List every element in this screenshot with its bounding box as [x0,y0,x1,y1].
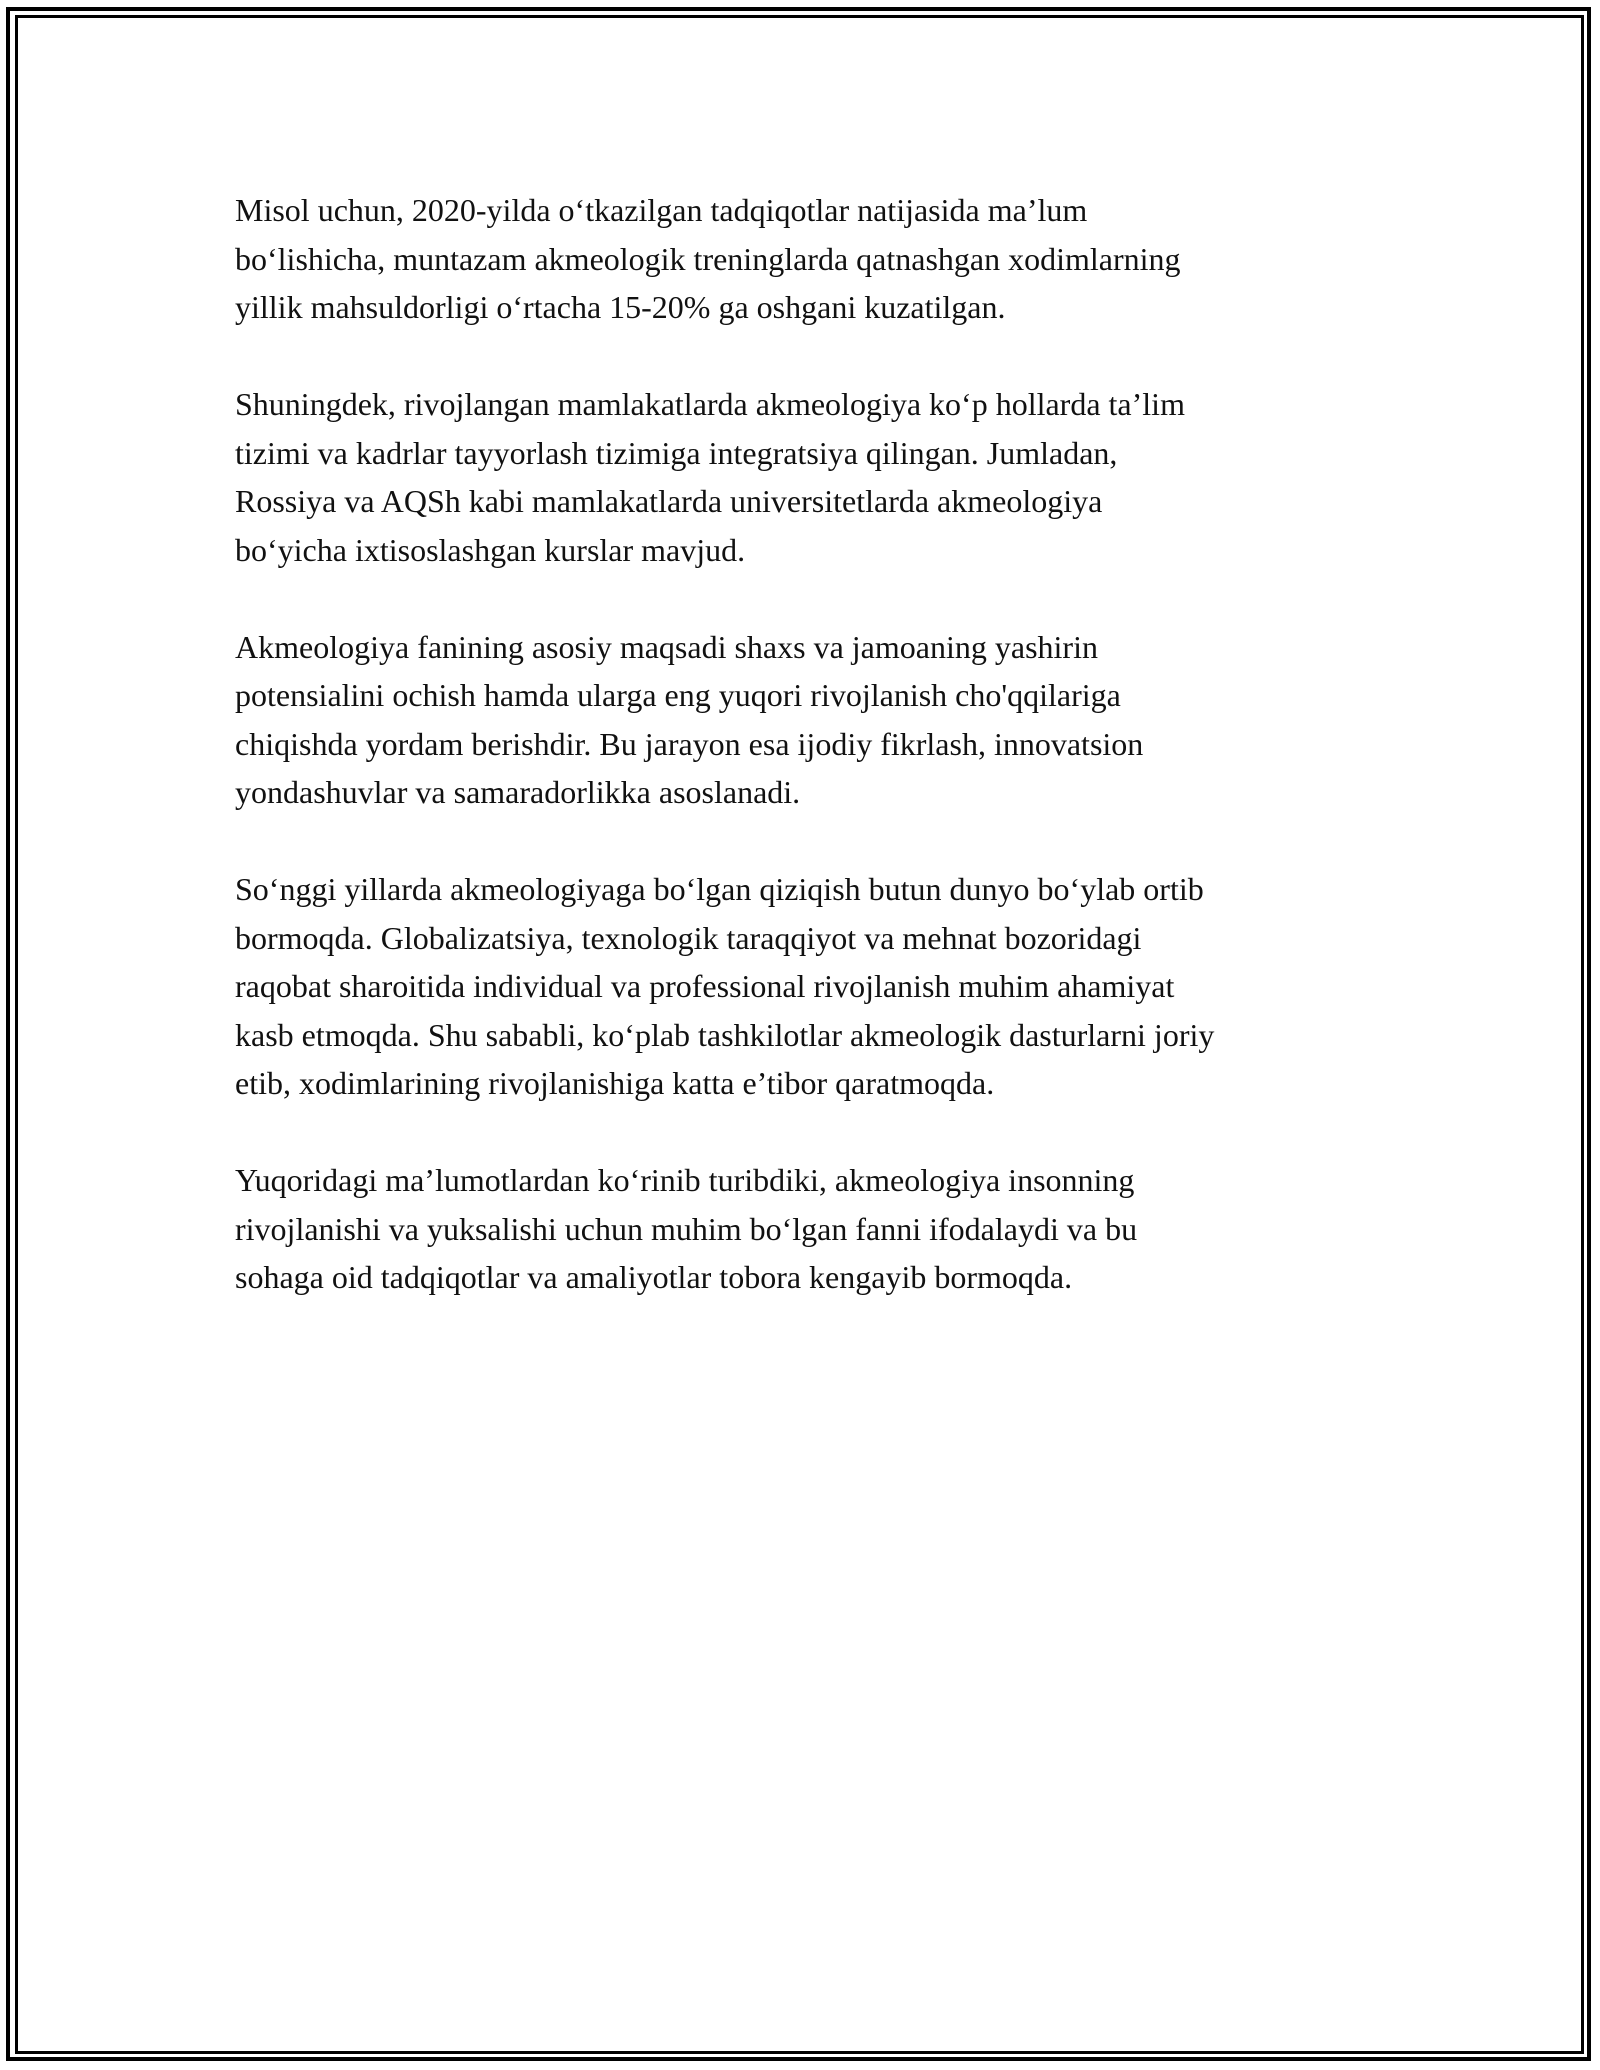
text-line: kasb etmoqda. Shu sababli, ko‘plab tashkilotlar akmeologik dasturlarni joriy [235,1016,1215,1053]
paragraph-5 [235,1156,1375,1302]
text-line: chiqishda yordam berishdir. Bu jarayon esa ijodiy fikrlash, innovatsion [235,725,1144,762]
text-line: yillik mahsuldorligi o‘rtacha 15-20% ga oshgani kuzatilgan. [235,289,1006,325]
text-line: potensialini ochish hamda ularga eng yuqori rivojlanish cho'qqilariga [235,677,1121,713]
text-line: tizimi va kadrlar tayyorlash tizimiga integratsiya qilingan. Jumladan, [235,434,1118,471]
text-line: bo‘yicha ixtisoslashgan kurslar mavjud. [235,531,746,568]
text-line: Akmeologiya fanining asosiy maqsadi shaxs va jamoaning yashirin [235,628,1098,665]
paragraph-1 [235,186,1375,332]
text-line: Rossiya va AQSh kabi mamlakatlarda universitetlarda akmeologiya [235,483,1103,519]
text-line: Yuqoridagi ma’lumotlardan ko‘rinib turibdiki, akmeologiya insonning [235,1162,1135,1198]
paragraph-4 [235,865,1375,1108]
text-line: etib, xodimlarining rivojlanishiga katta e’tibor qaratmoqda. [235,1065,995,1101]
paragraph-3 [235,623,1375,817]
document-body [235,186,1375,1350]
text-line: So‘nggi yillarda akmeologiyaga bo‘lgan qiziqish butun dunyo bo‘ylab ortib [235,871,1204,907]
text-line: rivojlanishi va yuksalishi uchun muhim bo‘lgan fanni ifodalaydi va bu [235,1210,1138,1247]
text-line: raqobat sharoitida individual va professional rivojlanish muhim ahamiyat [235,968,1175,1004]
text-line: yondashuvlar va samaradorlikka asoslanadi. [235,774,801,810]
text-line: sohaga oid tadqiqotlar va amaliyotlar tobora kengayib bormoqda. [235,1259,1073,1295]
text-line: bo‘lishicha, muntazam akmeologik treninglarda qatnashgan xodimlarning [235,240,1181,277]
text-line: bormoqda. Globalizatsiya, texnologik taraqqiyot va mehnat bozoridagi [235,919,1142,956]
paragraph-2 [235,380,1375,574]
text-line: Misol uchun, 2020-yilda o‘tkazilgan tadqiqotlar natijasida ma’lum [235,192,1088,228]
text-line: Shuningdek, rivojlangan mamlakatlarda akmeologiya ko‘p hollarda ta’lim [235,386,1185,422]
